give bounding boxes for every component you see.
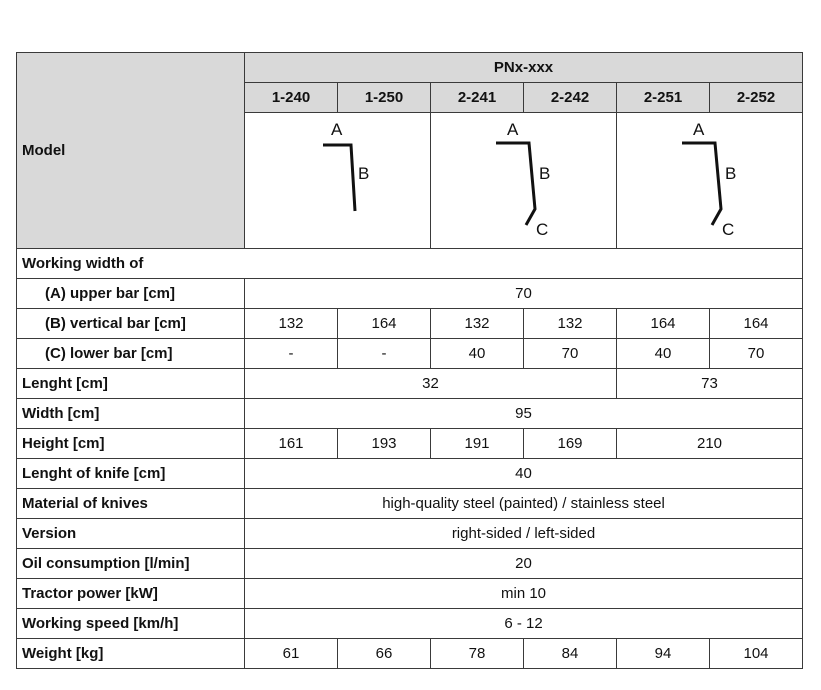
row-value: 66 <box>338 639 431 669</box>
row-value: 70 <box>524 339 617 369</box>
bar-shape-abc <box>496 143 535 225</box>
bar-shape-abc <box>682 143 721 225</box>
row-label: Lenght [cm] <box>17 369 245 399</box>
row-label: Width [cm] <box>17 399 245 429</box>
row-label: Working width of <box>17 249 803 279</box>
row-knife-length <box>17 459 803 489</box>
group-title-cell: PNx-xxx <box>245 53 803 83</box>
row-label: Version <box>17 519 245 549</box>
row-label: Oil consumption [l/min] <box>17 549 245 579</box>
row-value: 32 <box>245 369 617 399</box>
row-value: 161 <box>245 429 338 459</box>
row-oil-consumption <box>17 549 803 579</box>
diagram-label-b: B <box>358 164 370 183</box>
row-value: 104 <box>710 639 803 669</box>
row-weight <box>17 639 803 669</box>
bar-shape-ab-diagram <box>245 113 431 248</box>
row-lower-bar <box>17 339 803 369</box>
row-value: 94 <box>617 639 710 669</box>
model-header: 1-250 <box>338 83 431 113</box>
row-value: 40 <box>617 339 710 369</box>
row-value: 84 <box>524 639 617 669</box>
row-length <box>17 369 803 399</box>
diagram-label-a: A <box>693 120 705 139</box>
row-value: 70 <box>710 339 803 369</box>
row-value: 210 <box>617 429 803 459</box>
row-value: 78 <box>431 639 524 669</box>
model-header: 2-251 <box>617 83 710 113</box>
row-value: high-quality steel (painted) / stainless steel <box>245 489 803 519</box>
row-value: 40 <box>245 459 803 489</box>
row-working-width <box>17 249 803 279</box>
row-label: Height [cm] <box>17 429 245 459</box>
row-value: 95 <box>245 399 803 429</box>
row-value: 6 - 12 <box>245 609 803 639</box>
row-upper-bar <box>17 279 803 309</box>
diagram-label-a: A <box>331 120 343 139</box>
diagram-label-c: C <box>722 220 735 239</box>
row-label: (A) upper bar [cm] <box>17 279 245 309</box>
row-value: 164 <box>710 309 803 339</box>
row-value: 132 <box>524 309 617 339</box>
row-label: Weight [kg] <box>17 639 245 669</box>
header-row-group <box>17 53 803 83</box>
row-value: 132 <box>245 309 338 339</box>
row-value: 73 <box>617 369 803 399</box>
row-label: (C) lower bar [cm] <box>17 339 245 369</box>
model-header-cell <box>17 53 245 249</box>
bar-shape-abc-diagram-1 <box>431 113 617 248</box>
bar-shape-abc-diagram-2 <box>617 113 803 248</box>
model-header: 2-242 <box>524 83 617 113</box>
row-value: 164 <box>338 309 431 339</box>
row-value: 70 <box>245 279 803 309</box>
diagram-label-b: B <box>539 164 551 183</box>
row-label: Lenght of knife [cm] <box>17 459 245 489</box>
model-header: 2-241 <box>431 83 524 113</box>
diagram-cell-ab <box>245 113 431 249</box>
bar-shape-ab <box>323 145 355 211</box>
row-value: 169 <box>524 429 617 459</box>
row-working-speed <box>17 609 803 639</box>
row-value: 61 <box>245 639 338 669</box>
diagram-cell-abc-2 <box>617 113 803 249</box>
row-value: 132 <box>431 309 524 339</box>
row-value: 40 <box>431 339 524 369</box>
row-label: Tractor power [kW] <box>17 579 245 609</box>
row-value: 164 <box>617 309 710 339</box>
row-label: Working speed [km/h] <box>17 609 245 639</box>
row-value: - <box>338 339 431 369</box>
row-value: - <box>245 339 338 369</box>
row-width <box>17 399 803 429</box>
row-knife-material <box>17 489 803 519</box>
row-value: 191 <box>431 429 524 459</box>
model-label: Model <box>22 142 66 159</box>
row-value: 193 <box>338 429 431 459</box>
row-value: right-sided / left-sided <box>245 519 803 549</box>
diagram-label-c: C <box>536 220 549 239</box>
row-version <box>17 519 803 549</box>
row-height <box>17 429 803 459</box>
diagram-label-a: A <box>507 120 519 139</box>
specification-table <box>16 52 803 669</box>
row-vertical-bar <box>17 309 803 339</box>
row-label: Material of knives <box>17 489 245 519</box>
model-header: 1-240 <box>245 83 338 113</box>
diagram-label-b: B <box>725 164 737 183</box>
diagram-cell-abc-1 <box>431 113 617 249</box>
row-label: (B) vertical bar [cm] <box>17 309 245 339</box>
row-value: 20 <box>245 549 803 579</box>
model-header: 2-252 <box>710 83 803 113</box>
row-value: min 10 <box>245 579 803 609</box>
row-tractor-power <box>17 579 803 609</box>
